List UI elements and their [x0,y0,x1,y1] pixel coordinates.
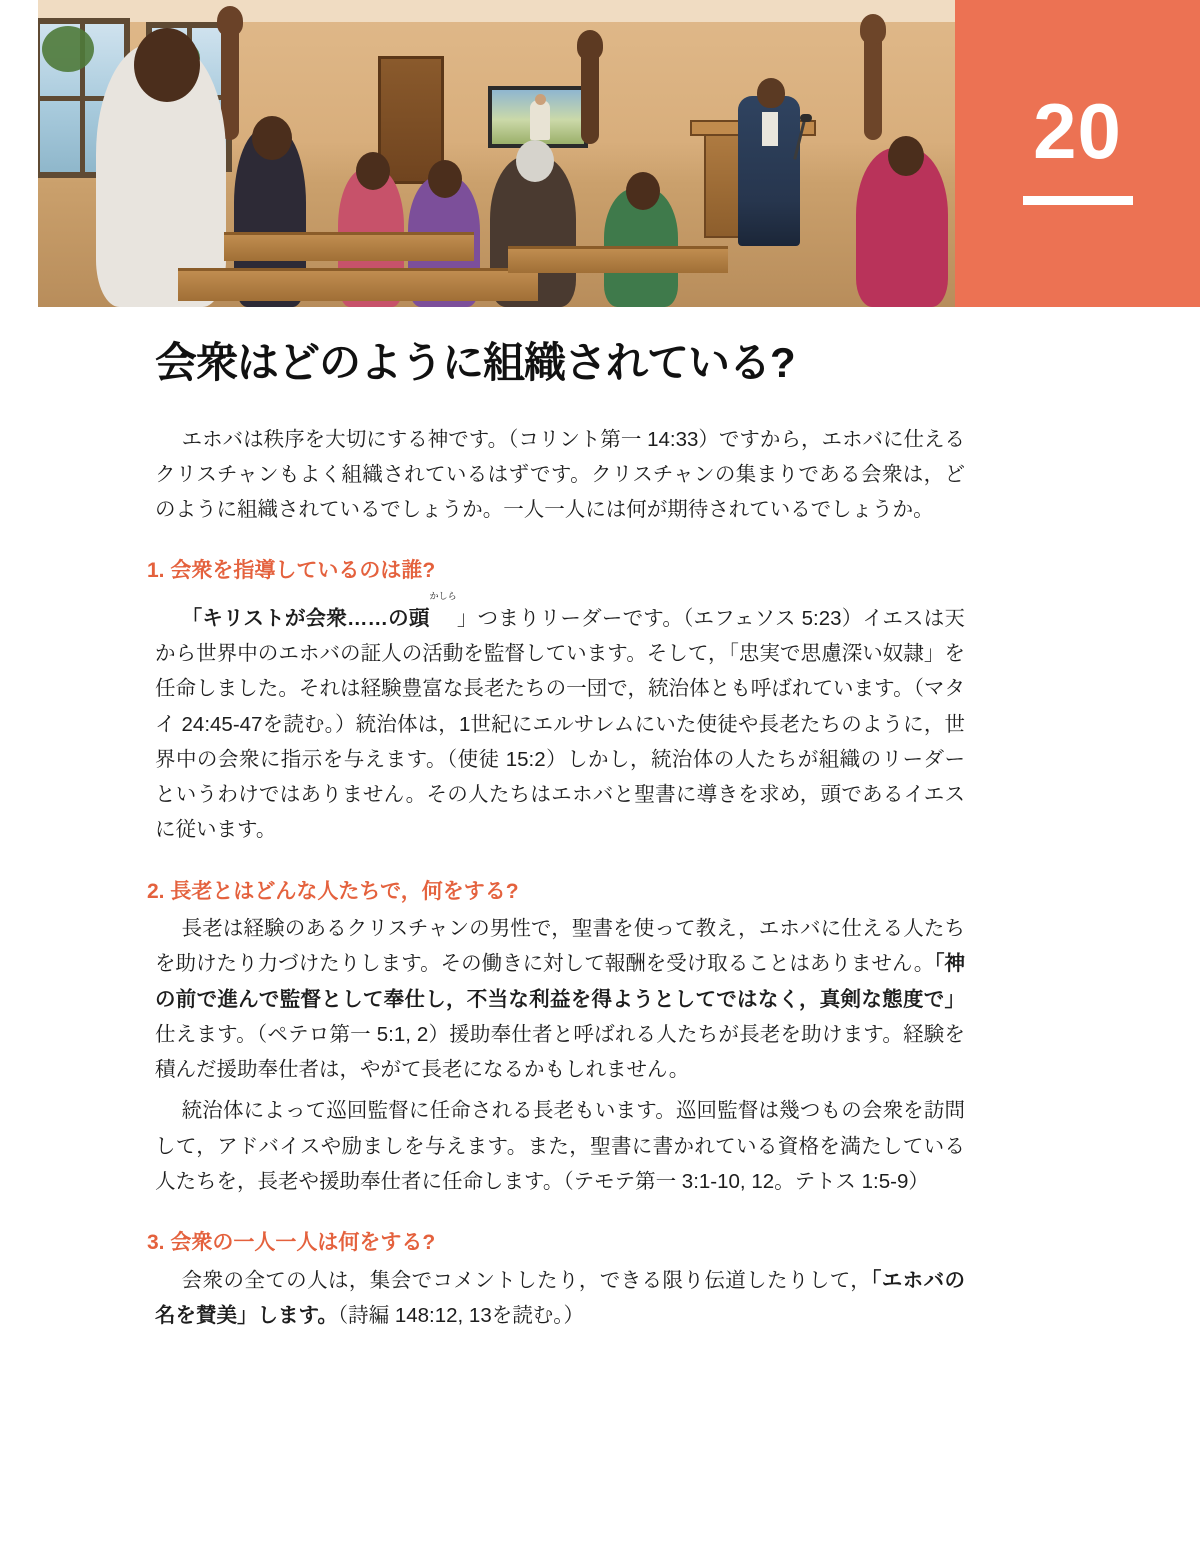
section-3-paragraph-1 [155,1263,965,1334]
section-3-text-c: （詩編 148:12, 13を読む。） [337,1303,584,1327]
microphone-icon [800,114,812,122]
section-heading-1: 1. 会衆を指導しているのは誰? [147,559,436,583]
audience-head [252,116,292,160]
screen-icon [488,86,588,148]
pew-bench [508,246,728,273]
foliage-icon [42,26,94,72]
hero-image [38,0,955,307]
pew-bench [178,268,538,301]
quote-bold-lead: 「キリストが会衆……の頭 [181,606,430,630]
page-number-block [955,0,1200,307]
raised-hand-icon [860,14,886,44]
section-2-quote-bold: 「神の前で進んで監督として奉仕し，不当な利益を得ようとしてではなく，真剣な態度で」 [155,952,966,1011]
wall-top-trim [38,0,955,22]
raised-hand-icon [577,30,603,60]
ruby-text: かしら [429,590,457,601]
raised-arm [864,30,882,140]
section-2-text-c: 仕えます。（ペテロ第一 5:1, 2）援助奉仕者と呼ばれる人たちが長老を助けます。経験を積んだ援助奉仕者は，やがて長老になるかもしれません。 [155,1022,965,1082]
section-2-paragraph-2: 統治体によって巡回監督に任命される長老もいます。巡回監督は幾つもの会衆を訪問して，アドバイスや励ましを与えます。また，聖書に書かれている資格を満たしている人たちを，長老や援助奉仕者に任命します。（テモテ第一 3:1‐10, 12。テトス 1:5‐9） [155,1099,965,1193]
audience-head [888,136,924,176]
ruby-annotation [429,590,457,630]
section-2-paragraph-1 [155,911,965,1087]
article [147,338,966,1339]
audience-head [134,28,200,102]
page-number: 20 [1033,87,1122,175]
speaker-head [757,78,785,108]
audience-head [516,140,554,182]
page-header [0,0,1200,307]
page-title: 会衆はどのように組織されている? [155,339,795,386]
section-3-text-a: 会衆の全ての人は，集会でコメントしたり，できる限り伝道したりして， [181,1268,872,1292]
section-3-quote-bold: 「エホバの名を賛美」します。 [155,1268,965,1327]
section-heading-3: 3. 会衆の一人一人は何をする? [147,1231,436,1255]
raised-hand-icon [217,6,243,36]
section-1-paragraph-1 [155,591,965,848]
section-heading-2: 2. 長老とはどんな人たちで，何をする? [147,879,519,903]
audience-head [356,152,390,190]
pew-bench [224,232,474,261]
audience-head [428,160,462,198]
section-1-text: 」つまりリーダーです。（エフェソス 5:23）イエスは天から世界中のエホバの証人の活動を監督しています。そして，「忠実で思慮深い奴隷」を任命しました。それは経験豊富な長老たちの一団で，統治体とも呼ばれています。（マタイ 24:45‐47を読む。）統治体は，1世紀にエルサレムにいた使徒や長老たちのように，世界中の会衆に指示を与えます。（使徒 15:2）しかし，統治体の人たちが組織のリーダーというわけではありません。その人たちはエホバと聖書に導きを求め，頭であるイエスに従います。 [155,606,965,842]
speaker-shirt [762,112,778,146]
audience-head [626,172,660,210]
page-number-rule [1023,196,1133,205]
section-2-text-a: 長老は経験のあるクリスチャンの男性で，聖書を使って教え，エホバに仕える人たちを助けたり力づけたりします。その働きに対して報酬を受け取ることはありません。 [155,917,965,976]
intro-paragraph: エホバは秩序を大切にする神です。（コリント第一 14:33）ですから，エホバに仕えるクリスチャンもよく組織されているはずです。クリスチャンの集まりである会衆は，どのように組織されているでしょうか。一人一人には何が期待されているでしょうか。 [155,427,965,522]
